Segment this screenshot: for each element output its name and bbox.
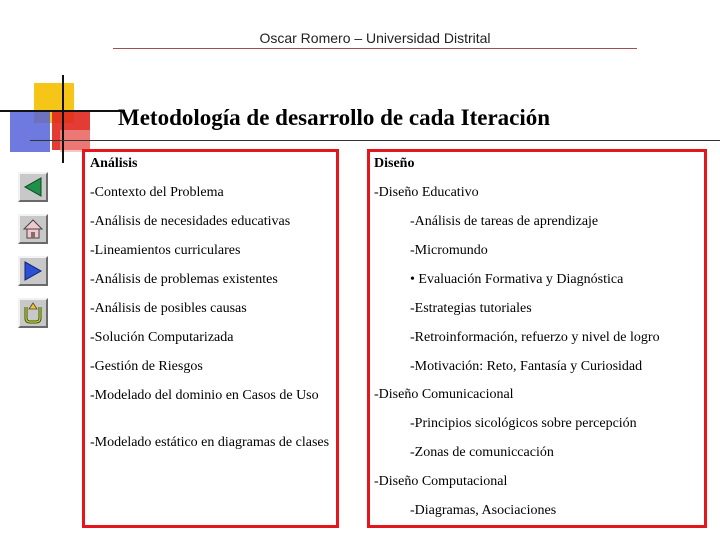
design-subitem: -Estrategias tutoriales [410,301,532,316]
analysis-heading: Análisis [90,156,138,171]
back-arrow-icon [21,175,45,199]
slide-title: Metodología de desarrollo de cada Iteración [118,105,551,130]
analysis-item: -Análisis de posibles causas [90,301,247,316]
design-item: -Diseño Educativo [374,185,479,200]
back-button[interactable] [18,172,48,202]
design-subitem: -Zonas de comuniccación [410,445,554,460]
design-subitem: -Motivación: Reto, Fantasía y Curiosidad [410,359,643,374]
analysis-item: -Lineamientos curriculares [90,243,241,258]
design-subitem: -Micromundo [410,243,488,258]
analysis-item: -Modelado estático en diagramas de clases [90,435,330,450]
analysis-item: -Contexto del Problema [90,185,224,200]
analysis-item: -Análisis de necesidades educativas [90,214,291,229]
analysis-item: -Gestión de Riesgos [90,359,203,374]
forward-arrow-icon [21,259,45,283]
design-subitem: -Diagramas, Asociaciones [410,503,557,518]
design-item: -Diseño Comunicacional [374,387,514,402]
title-rule [30,140,720,141]
header-rule [113,48,637,49]
presenter-header: Oscar Romero – Universidad Distrital [259,30,491,46]
design-subitem: -Retroinformación, refuerzo y nivel de logro [410,330,660,345]
design-subitem: • Evaluación Formativa y Diagnóstica [410,272,624,287]
return-button[interactable] [18,298,48,328]
design-heading: Diseño [374,156,415,171]
deco-blue-square [10,112,50,152]
design-item: -Diseño Computacional [374,474,508,489]
forward-button[interactable] [18,256,48,286]
analysis-item: -Solución Computarizada [90,330,234,345]
design-subitem: -Análisis de tareas de aprendizaje [410,214,599,229]
return-icon [21,301,45,325]
design-subitem: -Principios sicológicos sobre percepción [410,416,637,431]
analysis-item: -Análisis de problemas existentes [90,272,278,287]
home-icon [21,217,45,241]
home-button[interactable] [18,214,48,244]
analysis-item: -Modelado del dominio en Casos de Uso [90,388,319,403]
